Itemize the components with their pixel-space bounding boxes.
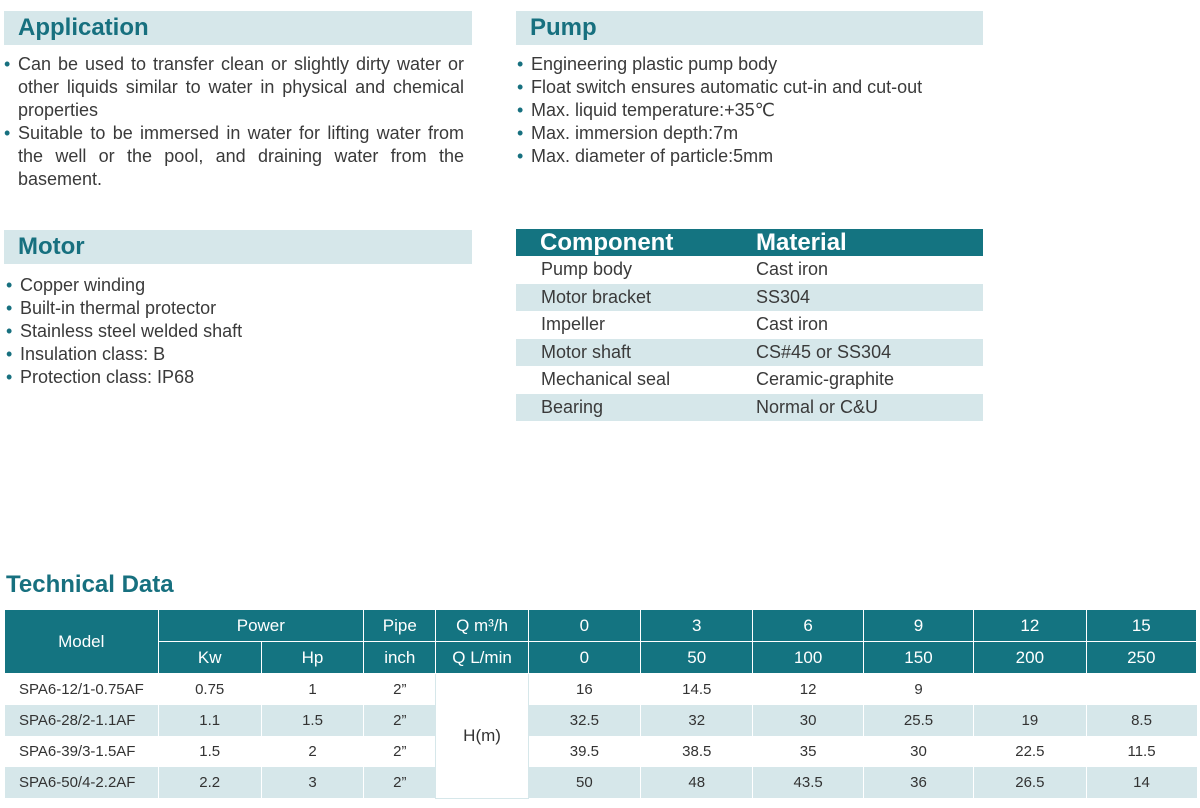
- component-cell: Bearing: [516, 394, 756, 422]
- pump-item: • Max. diameter of particle:5mm: [517, 145, 983, 168]
- material-cell: Normal or C&U: [756, 394, 983, 422]
- head-cell: 26.5: [974, 767, 1086, 798]
- head-cell: 48: [641, 767, 753, 798]
- flow-lmin-value: 0: [528, 642, 640, 674]
- material-cell: Cast iron: [756, 259, 829, 280]
- materials-row: [516, 256, 983, 284]
- kw-cell: 0.75: [158, 674, 261, 706]
- head-cell: 39.5: [528, 736, 640, 767]
- component-cell: Impeller: [541, 314, 606, 335]
- application-item: • Suitable to be immersed in water for lifting water from the well or the pool, and draining water from the basement.: [4, 122, 464, 191]
- hp-cell: 1.5: [261, 705, 363, 736]
- motor-item: • Stainless steel welded shaft: [6, 320, 466, 343]
- motor-item: • Built-in thermal protector: [6, 297, 466, 320]
- component-cell: Pump body: [541, 259, 633, 280]
- kw-cell: 2.2: [158, 767, 261, 798]
- head-cell: [1086, 674, 1196, 706]
- materials-header-row: [516, 229, 983, 256]
- flow-m3h-value: 15: [1086, 610, 1196, 642]
- head-cell: 19: [974, 705, 1086, 736]
- motor-item: • Protection class: IP68: [6, 366, 466, 389]
- component-cell: Motor bracket: [516, 284, 756, 312]
- head-label: H(m): [436, 674, 528, 799]
- head-cell: 25.5: [863, 705, 973, 736]
- head-cell: 8.5: [1086, 705, 1196, 736]
- flow-m3h-value: 3: [641, 610, 753, 642]
- head-cell: 14.5: [641, 674, 753, 706]
- tech-header-row-2: [5, 642, 1197, 674]
- component-cell: Motor shaft: [516, 339, 756, 367]
- head-cell: 38.5: [641, 736, 753, 767]
- material-cell: CS#45 or SS304: [756, 339, 983, 367]
- kw-header: Kw: [158, 642, 261, 674]
- application-heading: Application: [4, 11, 472, 45]
- pipe-cell: 2”: [364, 705, 436, 736]
- model-header: Model: [5, 610, 159, 674]
- pipe-cell: 2”: [364, 767, 436, 798]
- component-cell: Mechanical seal: [541, 369, 671, 390]
- pump-item: • Max. immersion depth:7m: [517, 122, 983, 145]
- material-cell: SS304: [756, 284, 983, 312]
- inch-header: inch: [364, 642, 436, 674]
- material-cell: Cast iron: [756, 314, 829, 335]
- hp-cell: 2: [261, 736, 363, 767]
- head-cell: 22.5: [974, 736, 1086, 767]
- hp-cell: 3: [261, 767, 363, 798]
- flow-lmin-header: Q L/min: [436, 642, 528, 674]
- head-cell: 12: [753, 674, 863, 706]
- model-cell: SPA6-50/4-2.2AF: [5, 767, 159, 798]
- flow-lmin-value: 150: [863, 642, 973, 674]
- flow-m3h-header: Q m³/h: [436, 610, 528, 642]
- technical-data-heading: Technical Data: [6, 571, 174, 598]
- head-cell: [974, 674, 1086, 706]
- materials-row: [516, 284, 983, 312]
- head-cell: 9: [863, 674, 973, 706]
- head-cell: 35: [753, 736, 863, 767]
- head-cell: 50: [528, 767, 640, 798]
- pump-heading: Pump: [516, 11, 983, 45]
- flow-lmin-value: 200: [974, 642, 1086, 674]
- application-list: [4, 53, 464, 191]
- pipe-cell: 2”: [364, 736, 436, 767]
- kw-cell: 1.1: [158, 705, 261, 736]
- materials-row: [516, 339, 983, 367]
- motor-item: • Copper winding: [6, 274, 466, 297]
- head-cell: 36: [863, 767, 973, 798]
- pump-item: • Max. liquid temperature:+35℃: [517, 99, 983, 122]
- head-cell: 32.5: [528, 705, 640, 736]
- motor-heading: Motor: [4, 230, 472, 264]
- model-cell: SPA6-39/3-1.5AF: [5, 736, 159, 767]
- head-cell: 30: [753, 705, 863, 736]
- table-row: [5, 767, 1197, 798]
- head-cell: 11.5: [1086, 736, 1196, 767]
- tech-header-row-1: [5, 610, 1197, 642]
- table-row: [5, 736, 1197, 767]
- flow-lmin-value: 250: [1086, 642, 1196, 674]
- materials-table: [516, 229, 983, 421]
- material-header: Material: [756, 229, 983, 256]
- head-cell: 43.5: [753, 767, 863, 798]
- pump-item: • Float switch ensures automatic cut-in and cut-out: [517, 76, 983, 99]
- head-cell: 32: [641, 705, 753, 736]
- table-row: [5, 705, 1197, 736]
- application-item: • Can be used to transfer clean or slightly dirty water or other liquids similar to water in physical and chemical properties: [4, 53, 464, 122]
- pipe-cell: 2”: [364, 674, 436, 706]
- component-header: Component: [516, 229, 756, 256]
- motor-list: [6, 274, 466, 389]
- head-cell: 30: [863, 736, 973, 767]
- pump-item: • Engineering plastic pump body: [517, 53, 983, 76]
- flow-m3h-value: 9: [863, 610, 973, 642]
- power-header: Power: [158, 610, 364, 642]
- hp-header: Hp: [261, 642, 363, 674]
- pump-list: [517, 53, 983, 168]
- kw-cell: 1.5: [158, 736, 261, 767]
- pipe-header: Pipe: [364, 610, 436, 642]
- motor-item: • Insulation class: B: [6, 343, 466, 366]
- materials-row: [516, 366, 983, 394]
- material-cell: Ceramic-graphite: [756, 369, 895, 390]
- materials-row: [516, 394, 983, 422]
- model-cell: SPA6-28/2-1.1AF: [5, 705, 159, 736]
- flow-m3h-value: 0: [528, 610, 640, 642]
- flow-m3h-value: 6: [753, 610, 863, 642]
- flow-m3h-value: 12: [974, 610, 1086, 642]
- technical-data-table: [4, 609, 1197, 799]
- flow-lmin-value: 100: [753, 642, 863, 674]
- head-cell: 16: [528, 674, 640, 706]
- flow-lmin-value: 50: [641, 642, 753, 674]
- table-row: [5, 674, 1197, 706]
- materials-row: [516, 311, 983, 339]
- model-cell: SPA6-12/1-0.75AF: [5, 674, 159, 706]
- hp-cell: 1: [261, 674, 363, 706]
- head-cell: 14: [1086, 767, 1196, 798]
